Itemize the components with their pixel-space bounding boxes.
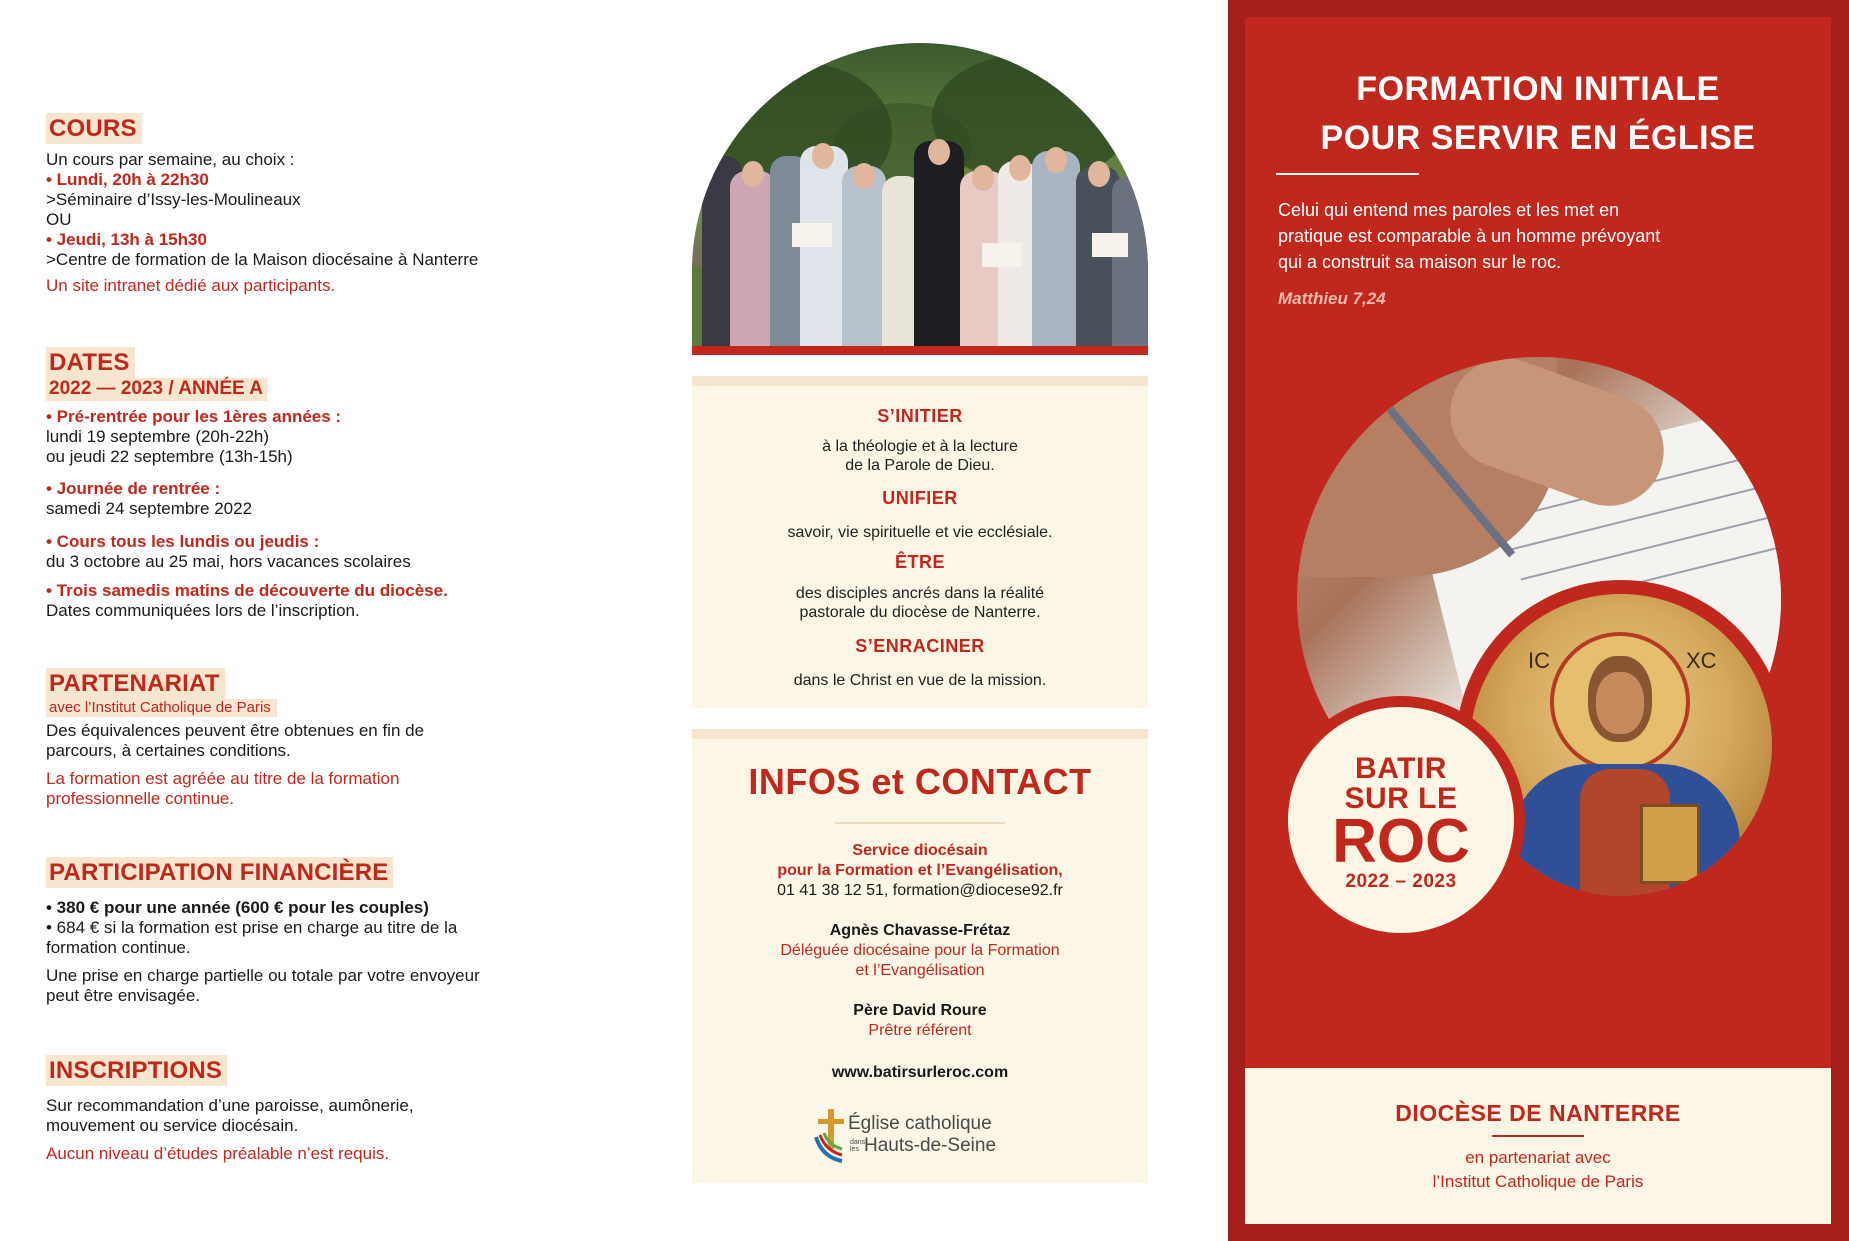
quote-citation: Matthieu 7,24	[1278, 289, 1386, 308]
group-photo	[692, 43, 1148, 346]
dates-cours-label: • Cours tous les lundis ou jeudis :	[46, 532, 320, 551]
infos-person-1-role-1: Déléguée diocésaine pour la Formation	[780, 942, 1060, 959]
cours-location-nanterre: >Centre de formation de la Maison diocésaine à Nanterre	[46, 250, 479, 269]
cours-or: OU	[46, 210, 72, 229]
cross-logo-icon	[812, 1107, 852, 1165]
verb-etre: ÊTRE	[894, 552, 945, 572]
quote-line-2: pratique est comparable à un homme prévoyant	[1278, 226, 1661, 246]
cours-option-thursday: • Jeudi, 13h à 15h30	[46, 230, 207, 249]
infos-panel-top-band	[692, 729, 1148, 739]
cours-intranet-note: Un site intranet dédié aux participants.	[46, 276, 336, 295]
verb-block-enraciner	[692, 636, 1148, 690]
dates-prerentree-monday: lundi 19 septembre (20h-22h)	[46, 427, 270, 446]
photo-underline	[692, 346, 1148, 355]
infos-panel	[692, 739, 1148, 1183]
dates-title: DATES	[46, 347, 135, 378]
infos-service-contact: 01 41 38 12 51, formation@diocese92.fr	[777, 882, 1063, 899]
verbs-panel	[692, 386, 1148, 708]
title-divider	[1276, 173, 1419, 175]
eglise-catholique-logo	[812, 1107, 1032, 1165]
inscriptions-note: Aucun niveau d’études préalable n’est requis.	[46, 1144, 390, 1163]
infos-divider	[835, 822, 1005, 824]
infos-person-1-role-2: et l’Evangélisation	[855, 962, 985, 979]
logo-text-small: dans les	[850, 1139, 866, 1153]
dates-prerentree-thursday: ou jeudi 22 septembre (13h-15h)	[46, 447, 293, 466]
verb-block-etre	[692, 552, 1148, 622]
verb-unifier: UNIFIER	[882, 488, 958, 508]
quote-line-3: qui a construit sa maison sur le roc.	[1278, 252, 1562, 272]
logo-sur-le: SUR LE	[1344, 782, 1458, 815]
verb-initier-desc-2: de la Parole de Dieu.	[845, 457, 995, 474]
logo-batir: BATIR	[1355, 752, 1447, 785]
logo-years: 2022 – 2023	[1345, 871, 1457, 892]
infos-person-1-name: Agnès Chavasse-Frétaz	[829, 922, 1011, 939]
verb-unifier-desc: savoir, vie spirituelle et vie ecclésiale.	[787, 524, 1053, 541]
cours-intro: Un cours par semaine, au choix :	[46, 150, 295, 169]
diocese-divider	[1492, 1135, 1584, 1137]
verb-enraciner: S’ENRACINER	[855, 636, 985, 656]
dates-samedis-label: • Trois samedis matins de découverte du diocèse.	[46, 581, 448, 600]
participation-note-2: peut être envisagée.	[46, 986, 201, 1005]
infos-service-1: Service diocésain	[852, 842, 988, 859]
infos-title: INFOS et CONTACT	[748, 761, 1092, 802]
verb-block-initier	[692, 406, 1148, 475]
diocese-partner-2: l’Institut Catholique de Paris	[1432, 1172, 1644, 1191]
quote-line-1: Celui qui entend mes paroles et les met en	[1278, 200, 1620, 220]
dates-samedis-note: Dates communiquées lors de l’inscription.	[46, 601, 360, 620]
participation-note-1: Une prise en charge partielle ou totale par votre envoyeur	[46, 966, 480, 985]
verb-initier-desc-1: à la théologie et à la lecture	[822, 438, 1018, 455]
inscriptions-section	[46, 1055, 566, 1164]
partenariat-text-1: Des équivalences peuvent être obtenues en fin de	[46, 721, 425, 740]
main-title-line-2: POUR SERVIR EN ÉGLISE	[1320, 119, 1756, 157]
partenariat-note-2: professionnelle continue.	[46, 789, 235, 808]
dates-cours-period: du 3 octobre au 25 mai, hors vacances scolaires	[46, 552, 411, 571]
inscriptions-title: INSCRIPTIONS	[46, 1055, 227, 1086]
dates-subtitle: 2022 — 2023 / ANNÉE A	[46, 378, 267, 401]
logo-text-1: Église catholique	[848, 1113, 992, 1134]
dates-prerentree-label: • Pré-rentrée pour les 1ères années :	[46, 407, 342, 426]
participation-price-continue-2: formation continue.	[46, 938, 191, 957]
infos-person-2-name: Père David Roure	[853, 1002, 987, 1019]
verbs-panel-top-band	[692, 376, 1148, 386]
partenariat-section	[46, 668, 566, 809]
participation-section	[46, 857, 566, 1006]
cours-section	[46, 113, 566, 296]
diocese-panel	[1245, 1068, 1831, 1224]
verb-block-unifier	[692, 488, 1148, 542]
diocese-title: DIOCÈSE DE NANTERRE	[1395, 1100, 1681, 1126]
partenariat-note-1: La formation est agréée au titre de la formation	[46, 769, 400, 788]
partenariat-title: PARTENARIAT	[46, 668, 225, 699]
partenariat-subtitle: avec l’Institut Catholique de Paris	[46, 699, 277, 717]
infos-person-2-role: Prêtre référent	[868, 1022, 972, 1039]
dates-rentree-date: samedi 24 septembre 2022	[46, 499, 253, 518]
partenariat-text-2: parcours, à certaines conditions.	[46, 741, 291, 760]
cours-title: COURS	[46, 113, 142, 144]
logo-roc: ROC	[1332, 807, 1470, 876]
icon-ic-label: IC	[1528, 648, 1550, 673]
inscriptions-text-2: mouvement ou service diocésain.	[46, 1116, 299, 1135]
participation-price-continue-1: • 684 € si la formation est prise en charge au titre de la	[46, 918, 458, 937]
infos-person-1	[692, 921, 1148, 981]
verb-etre-desc-2: pastorale du diocèse de Nanterre.	[799, 604, 1041, 621]
logo-text-2: Hauts-de-Seine	[864, 1135, 997, 1156]
infos-service-2: pour la Formation et l’Evangélisation,	[777, 862, 1063, 879]
verb-enraciner-desc: dans le Christ en vue de la mission.	[793, 672, 1047, 689]
participation-price-year: • 380 € pour une année (600 € pour les couples)	[46, 898, 429, 917]
diocese-partner-1: en partenariat avec	[1465, 1148, 1611, 1167]
batir-sur-le-roc-logo	[1277, 696, 1525, 944]
icon-xc-label: XC	[1686, 648, 1717, 673]
participation-title: PARTICIPATION FINANCIÈRE	[46, 857, 393, 888]
main-title-line-1: FORMATION INITIALE	[1356, 70, 1720, 108]
verb-etre-desc-1: des disciples ancrés dans la réalité	[795, 585, 1045, 602]
website-link[interactable]: www.batirsurleroc.com	[831, 1064, 1009, 1081]
verb-initier: S’INITIER	[877, 406, 963, 426]
cours-option-monday: • Lundi, 20h à 22h30	[46, 170, 209, 189]
cours-location-issy: >Séminaire d’Issy-les-Moulineaux	[46, 190, 301, 209]
inscriptions-text-1: Sur recommandation d’une paroisse, aumônerie,	[46, 1096, 414, 1115]
infos-person-2	[692, 1001, 1148, 1041]
infos-service	[692, 841, 1148, 901]
dates-section	[46, 347, 566, 621]
dates-rentree-label: • Journée de rentrée :	[46, 479, 221, 498]
